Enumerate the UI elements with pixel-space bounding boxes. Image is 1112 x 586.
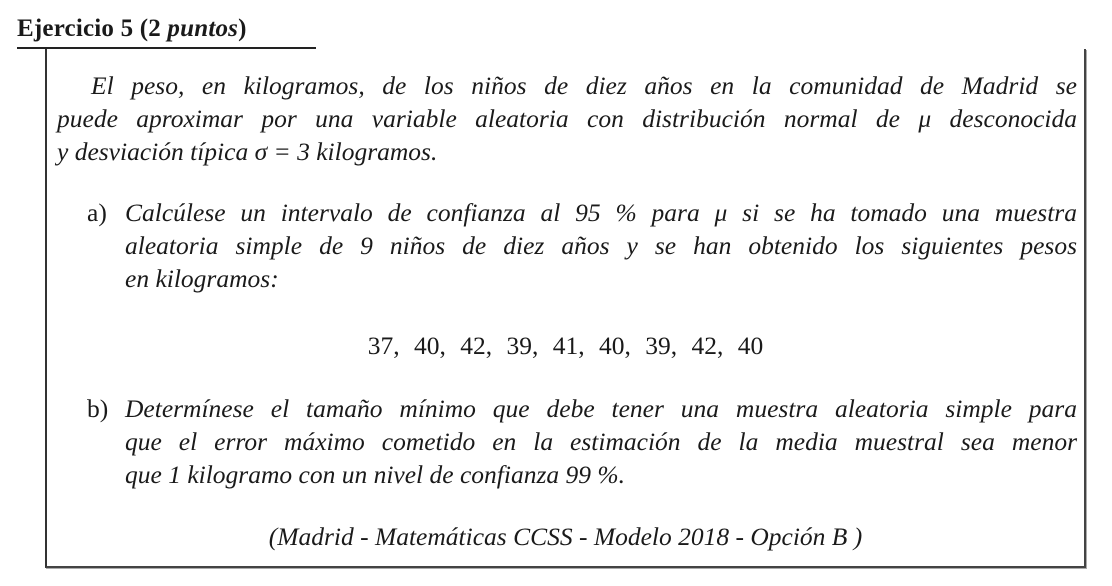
part-a-line-1: Calcúlese un intervalo de confianza al 95 % para μ si se ha tomado una muestra	[125, 198, 1077, 227]
part-b-text	[125, 392, 1077, 491]
exam-source: (Madrid - Matemáticas CCSS - Modelo 2018 - Opción B )	[268, 522, 863, 551]
part-a-line-2: aleatoria simple de 9 niños de diez años y se han obtenido los siguientes pesos	[125, 231, 1077, 260]
statement-line-3: y desviación típica σ = 3 kilogramos.	[57, 137, 438, 166]
statement-line-1: El peso, en kilogramos, de los niños de diez años en la comunidad de Madrid se	[91, 71, 1077, 100]
statement-line-2: puede aproximar por una variable aleatoria con distribución normal de μ desconocida	[57, 104, 1077, 133]
part-b-line-3: que 1 kilogramo con un nivel de confianza 99 %.	[125, 460, 625, 489]
problem-statement	[57, 69, 1077, 168]
exercise-heading	[17, 12, 316, 49]
part-a-line-3: en kilogramos:	[125, 264, 279, 293]
part-b-line-1: Determínese el tamaño mínimo que debe tener una muestra aleatoria simple para	[125, 394, 1077, 423]
sample-weights-list: 37, 40, 42, 39, 41, 40, 39, 42, 40	[367, 331, 764, 360]
exercise-box	[45, 49, 1086, 568]
part-b-line-2: que el error máximo cometido en la estimación de la media muestral sea menor	[125, 427, 1077, 456]
part-a-text	[125, 196, 1077, 295]
heading-prefix: Ejercicio 5 (2	[17, 15, 168, 42]
part-a-label: a)	[87, 198, 107, 227]
heading-suffix: )	[238, 15, 247, 42]
part-b-label: b)	[87, 394, 109, 423]
heading-points-italic: puntos	[167, 15, 239, 42]
